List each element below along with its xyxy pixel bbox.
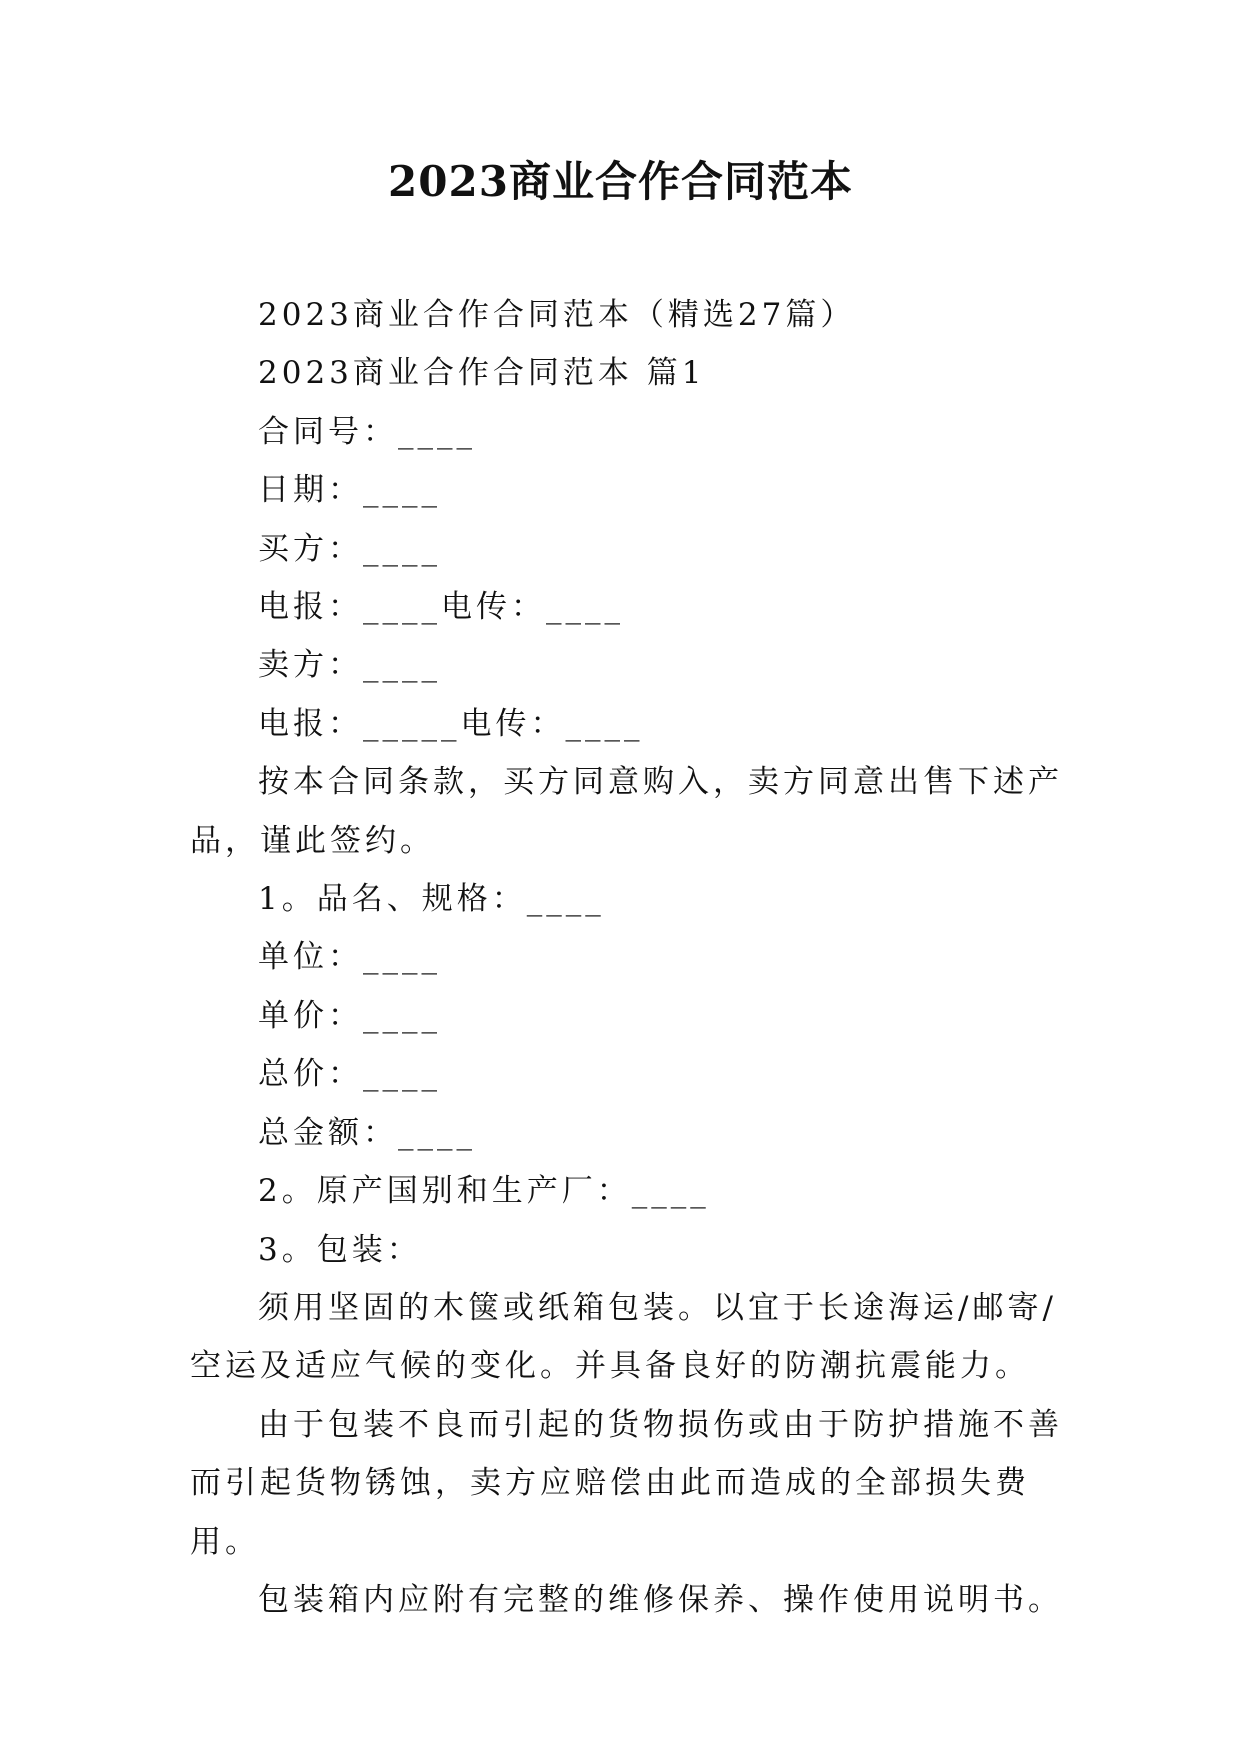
packing-heading: 3。包装： — [258, 1231, 422, 1268]
unit-price-field: 单价：____ — [258, 997, 441, 1034]
unit-field: 单位：____ — [258, 939, 441, 976]
packing-requirement-paragraph: 须用坚固的木箧或纸箱包装。以宜于长途海运/邮寄/空运及适应气候的变化。并具备良好的防潮抗震能力。 — [190, 1289, 1057, 1385]
collection-heading: 2023商业合作合同范本（精选27篇） — [258, 297, 856, 333]
packing-damage-paragraph: 由于包装不良而引起的货物损伤或由于防护措施不善而引起货物锈蚀，卖方应赔偿由此而造成的全部损失费用。 — [190, 1406, 1063, 1560]
document-body — [190, 286, 1070, 1629]
seller-telegram-telex-field: 电报：_____电传：____ — [258, 705, 644, 742]
date-field: 日期：____ — [258, 472, 441, 509]
buyer-field: 买方：____ — [258, 530, 441, 567]
product-name-spec-field: 1。品名、规格：____ — [258, 881, 605, 918]
section-heading: 2023商业合作合同范本 篇1 — [258, 355, 706, 392]
document-title: 2023商业合作合同范本 — [388, 157, 853, 206]
total-price-field: 总价：____ — [258, 1056, 441, 1093]
seller-field: 卖方：____ — [258, 647, 441, 684]
contract-number-field: 合同号：____ — [258, 413, 476, 450]
buyer-telegram-telex-field: 电报：____电传：____ — [258, 589, 624, 626]
origin-manufacturer-field: 2。原产国别和生产厂：____ — [258, 1173, 710, 1210]
total-amount-field: 总金额：____ — [258, 1114, 476, 1151]
manual-paragraph: 包装箱内应附有完整的维修保养、操作使用说明书。 — [258, 1581, 1063, 1618]
agreement-paragraph: 按本合同条款，买方同意购入，卖方同意出售下述产品，谨此签约。 — [190, 764, 1063, 859]
